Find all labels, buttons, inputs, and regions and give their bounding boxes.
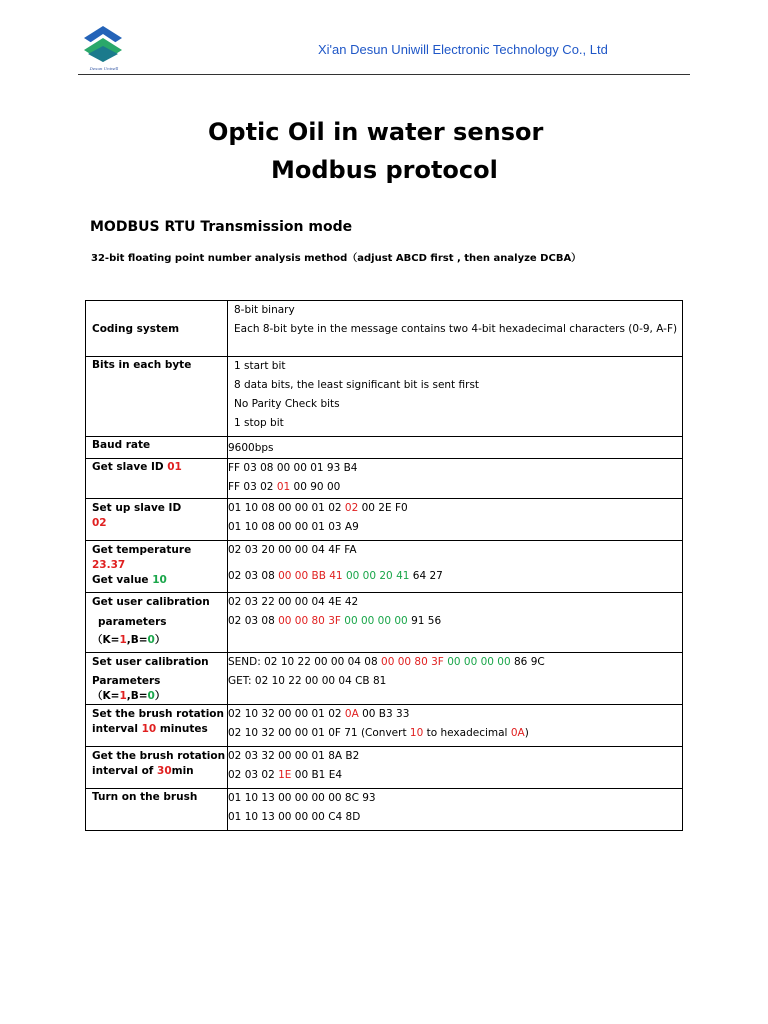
brush-interval-line1 [228,705,682,724]
highlight-red: 10 [141,723,157,735]
text-segment: （K= [92,690,120,702]
highlight-red: 00 00 80 3F [278,615,341,627]
row-label [86,705,228,747]
highlight-red: 1 [119,690,127,702]
header-divider [78,74,690,75]
brush-on-line1: 01 10 13 00 00 00 00 8C 93 [228,792,376,804]
text-segment: minutes [156,723,208,735]
text-segment: （K= [92,634,120,646]
coding-line2: Each 8-bit byte in the message contains two 4-bit hexadecimal characters (0-9, A-F) [234,323,678,335]
table-row [86,301,683,357]
brush-on-line2: 01 10 13 00 00 00 C4 8D [228,811,361,823]
text-segment: min [171,765,194,777]
row-value [228,593,683,653]
brush-interval-label [92,722,227,737]
text-segment: 64 27 [409,570,443,582]
row-label [86,437,228,459]
temperature-value: 23.37 [92,559,126,571]
company-name: Xi'an Desun Uniwill Electronic Technology Co., Ltd [318,42,608,57]
get-temperature-label: Get temperature [92,544,192,556]
text-segment: 91 56 [407,615,442,627]
text-segment: FF 03 02 [228,481,277,493]
highlight-red: 10 [409,727,424,739]
set-cal-line2: GET: 02 10 22 00 00 04 CB 81 [228,675,387,687]
highlight-red: 00 00 BB 41 [278,570,343,582]
highlight-red: 1E [278,769,292,781]
coding-system-label: Coding system [92,322,180,335]
text-segment: 00 2E F0 [358,502,408,514]
value-green: 10 [152,574,167,586]
row-label [86,499,228,541]
row-value [228,705,683,747]
text-segment: 00 B1 E4 [291,769,343,781]
highlight-red: 1 [119,634,127,646]
table-row [86,747,683,789]
float-analysis-note: 32-bit floating point number analysis method（adjust ABCD first , then analyze DCBA） [91,253,582,264]
row-value [228,357,683,437]
table-row [86,499,683,541]
row-label [86,789,228,831]
row-label [86,301,228,357]
set-brush-label: Set the brush rotation [92,708,224,720]
row-value [228,459,683,499]
row-value [228,499,683,541]
get-slave-line2 [228,478,682,497]
set-calibration-label: Set user calibration [92,656,209,668]
get-slave-label: Get slave ID [92,461,168,473]
baud-value: 9600bps [228,442,274,454]
kb-label [92,689,227,704]
document-title-line1: Optic Oil in water sensor [208,118,544,146]
slave-id-value: 01 [167,461,182,473]
bits-label: Bits in each byte [92,359,192,371]
get-cal-line1: 02 03 22 00 00 04 4E 42 [228,596,359,608]
text-segment: interval [92,723,142,735]
row-label [86,747,228,789]
table-row [86,437,683,459]
table-row [86,653,683,705]
logo-caption: Desun Uniwill [89,66,119,71]
highlight-red: 0A [510,727,525,739]
get-slave-line1: FF 03 08 00 00 01 93 B4 [228,462,358,474]
highlight-green: 00 00 00 00 [344,615,408,627]
table-row [86,593,683,653]
text-segment: ) [524,727,529,739]
text-segment: 02 03 02 [228,769,279,781]
get-brush-label: Get the brush rotation [92,750,226,762]
baud-label: Baud rate [92,439,151,451]
get-calibration-label: Get user calibration [92,596,210,608]
text-segment: 01 10 08 00 00 01 02 [228,502,345,514]
get-brush-line1: 02 03 32 00 00 01 8A B2 [228,750,360,762]
row-label [86,459,228,499]
get-brush-line2 [228,766,682,785]
coding-line1: 8-bit binary [234,304,295,316]
parameters-label: parameters [98,616,167,628]
table-row [86,357,683,437]
highlight-green: 00 00 20 41 [345,570,410,582]
row-value [228,301,683,357]
text-segment: SEND: 02 10 22 00 00 04 08 [228,656,382,668]
row-label [86,541,228,593]
kb-label [92,630,227,648]
bits-line3: No Parity Check bits [234,398,340,410]
highlight-red: 0A [344,708,359,720]
text-segment: ,B= [126,634,148,646]
highlight-green: 00 00 00 00 [447,656,511,668]
text-segment: to hexadecimal [423,727,511,739]
highlight-red: 01 [276,481,291,493]
text-segment: 86 9C [510,656,545,668]
row-value [228,541,683,593]
highlight-red: 30 [157,765,172,777]
table-row [86,705,683,747]
get-cal-line2 [228,612,682,631]
document-title-line2: Modbus protocol [271,156,498,184]
slave-id-value: 02 [92,517,107,529]
text-segment: ） [154,690,166,702]
set-slave-label: Set up slave ID [92,502,182,514]
text-segment: 00 B3 33 [358,708,410,720]
highlight-green: 0 [147,690,155,702]
text-segment: 02 03 08 [228,615,279,627]
text-segment: ） [154,634,166,646]
bits-line2: 8 data bits, the least significant bit is sent first [234,379,480,391]
table-row [86,789,683,831]
brush-interval-label [92,764,227,779]
table-row [86,459,683,499]
row-value [228,789,683,831]
highlight-green: 0 [147,634,155,646]
highlight-red: 00 00 80 3F [381,656,444,668]
section-heading: MODBUS RTU Transmission mode [90,219,353,235]
set-slave-line2: 01 10 08 00 00 01 03 A9 [228,521,359,533]
row-label [86,357,228,437]
protocol-table [85,300,683,831]
bits-line1: 1 start bit [234,360,286,372]
set-cal-line1 [228,653,682,672]
text-segment: 02 10 32 00 00 01 02 [228,708,345,720]
row-value [228,437,683,459]
row-label [86,593,228,653]
text-segment: interval of [92,765,158,777]
set-slave-line1 [228,499,682,518]
text-segment: ,B= [126,690,148,702]
get-value-label: Get value [92,574,153,586]
table-row [86,541,683,593]
turn-on-brush-label: Turn on the brush [92,791,198,803]
text-segment: 02 03 08 [228,570,279,582]
brush-interval-line2 [228,724,682,743]
row-value [228,747,683,789]
row-value [228,653,683,705]
logo-icon [78,24,128,66]
temp-line2 [228,560,682,586]
row-label [86,653,228,705]
text-segment: 02 10 32 00 00 01 0F 71 (Convert [228,727,410,739]
highlight-red: 02 [344,502,359,514]
parameters-label: Parameters [92,675,161,687]
temp-line1: 02 03 20 00 00 04 4F FA [228,544,357,556]
text-segment: 00 90 00 [290,481,341,493]
bits-line4: 1 stop bit [234,417,284,429]
